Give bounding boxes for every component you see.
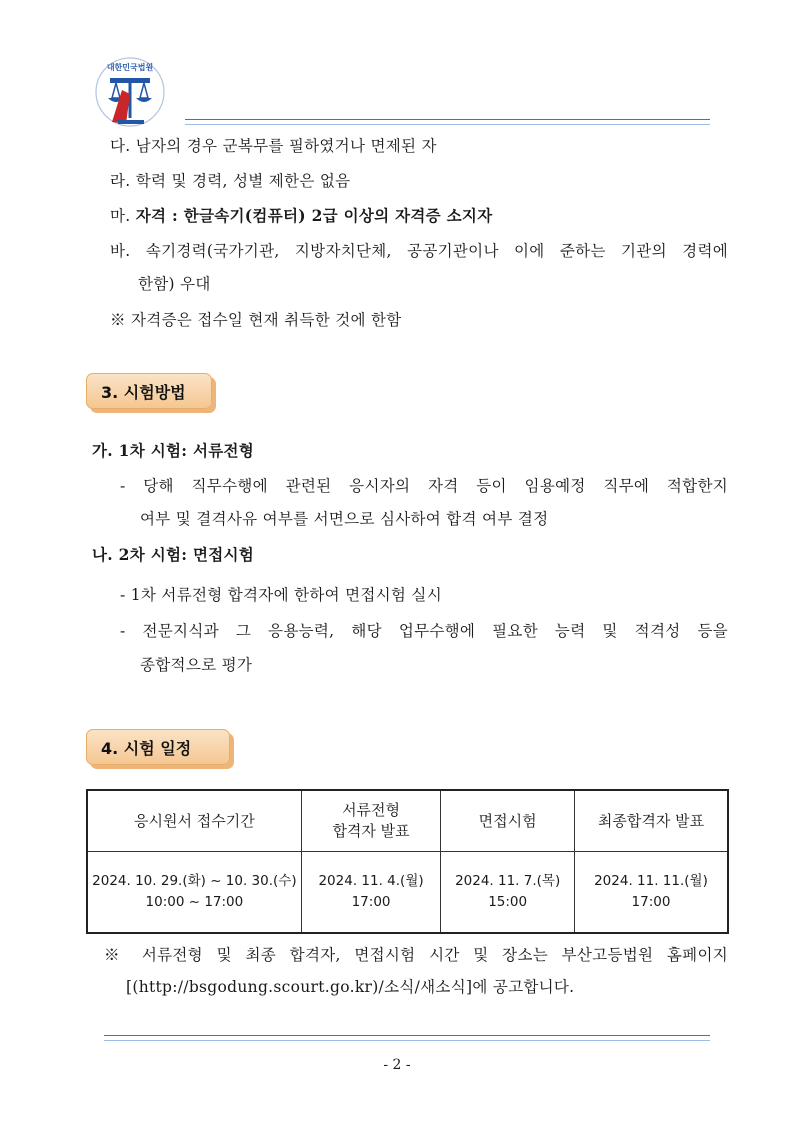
exam-second-stage-line2: - 전문지식과 그 응용능력, 해당 업무수행에 필요한 능력 및 적격성 등을 xyxy=(120,622,728,640)
cell-application-period xyxy=(87,852,301,934)
page-number: - 2 - xyxy=(383,1057,411,1073)
schedule-note-line2: [(http://bsgodung.scourt.go.kr)/소식/새소식]에 공고합니다. xyxy=(126,978,575,996)
section-4-heading: 4. 시험 일정 xyxy=(86,729,230,765)
exam-schedule-table xyxy=(86,789,729,934)
exam-second-stage-line1: - 1차 서류전형 합격자에 한하여 면접시험 실시 xyxy=(120,586,442,604)
exam-first-stage-title: 서류전형 xyxy=(192,441,255,460)
table-row xyxy=(87,852,728,934)
court-emblem-icon xyxy=(86,50,174,132)
col-header-application-period xyxy=(87,790,301,852)
qualification-item-ba-line1: 바. 속기경력(국가기관, 지방자치단체, 공공기관이나 이에 준하는 기관의 경력에 xyxy=(110,242,728,260)
qualification-item-ra: 라. 학력 및 경력, 성별 제한은 없음 xyxy=(110,172,351,190)
exam-first-stage-line1: - 당해 직무수행에 관련된 응시자의 자격 등이 임용예정 직무에 적합한지 xyxy=(120,477,728,495)
col-header-document-result-line1: 서류전형 xyxy=(342,801,401,819)
qualification-item-ma-prefix: 마. xyxy=(110,207,136,225)
court-logo xyxy=(86,50,174,132)
cell-application-date: 2024. 10. 29.(화) ~ 10. 30.(수) xyxy=(92,873,297,889)
col-header-document-result-line2: 합격자 발표 xyxy=(332,822,410,840)
col-header-final-result-text: 최종합격자 발표 xyxy=(597,811,705,830)
cell-document-date: 2024. 11. 4.(월) xyxy=(318,873,424,889)
col-header-final-result xyxy=(574,790,728,852)
qualification-item-ba-line2: 한함) 우대 xyxy=(138,275,211,293)
qualification-item-ma-bold: 자격 : 한글속기(컴퓨터) 2급 이상의 자격증 소지자 xyxy=(135,206,493,225)
cell-final-date: 2024. 11. 11.(월) xyxy=(594,873,708,889)
exam-second-stage-line3: 종합적으로 평가 xyxy=(140,656,253,674)
table-header-row xyxy=(87,790,728,852)
exam-second-stage-prefix: 나. 2차 시험: xyxy=(92,545,193,564)
exam-second-stage-heading xyxy=(92,543,254,565)
col-header-application-period-text: 응시원서 접수기간 xyxy=(134,811,255,830)
exam-first-stage-line2: 여부 및 결격사유 여부를 서면으로 심사하여 합격 여부 결정 xyxy=(140,510,549,528)
qualification-note: ※ 자격증은 접수일 현재 취득한 것에 한함 xyxy=(110,311,402,329)
cell-final-time: 17:00 xyxy=(631,894,671,910)
cell-interview xyxy=(441,852,575,934)
cell-interview-time: 15:00 xyxy=(488,894,528,910)
cell-final-result xyxy=(574,852,728,934)
header-rule xyxy=(185,119,710,125)
cell-document-result xyxy=(301,852,441,934)
exam-first-stage-heading xyxy=(92,439,254,461)
col-header-interview xyxy=(441,790,575,852)
qualification-item-da: 다. 남자의 경우 군복무를 필하였거나 면제된 자 xyxy=(110,137,437,155)
schedule-note-line1: ※ 서류전형 및 최종 합격자, 면접시험 시간 및 장소는 부산고등법원 홈페이지 xyxy=(104,946,728,964)
logo-text: 대한민국법원 xyxy=(106,63,154,72)
section-3-heading: 3. 시험방법 xyxy=(86,373,212,409)
footer-rule xyxy=(104,1035,710,1041)
qualification-item-ma xyxy=(110,204,492,226)
col-header-interview-text: 면접시험 xyxy=(478,811,537,830)
exam-first-stage-prefix: 가. 1차 시험: xyxy=(92,441,193,460)
col-header-document-result xyxy=(301,790,441,852)
cell-document-time: 17:00 xyxy=(351,894,391,910)
cell-interview-date: 2024. 11. 7.(목) xyxy=(455,873,561,889)
exam-second-stage-title: 면접시험 xyxy=(192,545,255,564)
cell-application-time: 10:00 ~ 17:00 xyxy=(145,894,244,910)
